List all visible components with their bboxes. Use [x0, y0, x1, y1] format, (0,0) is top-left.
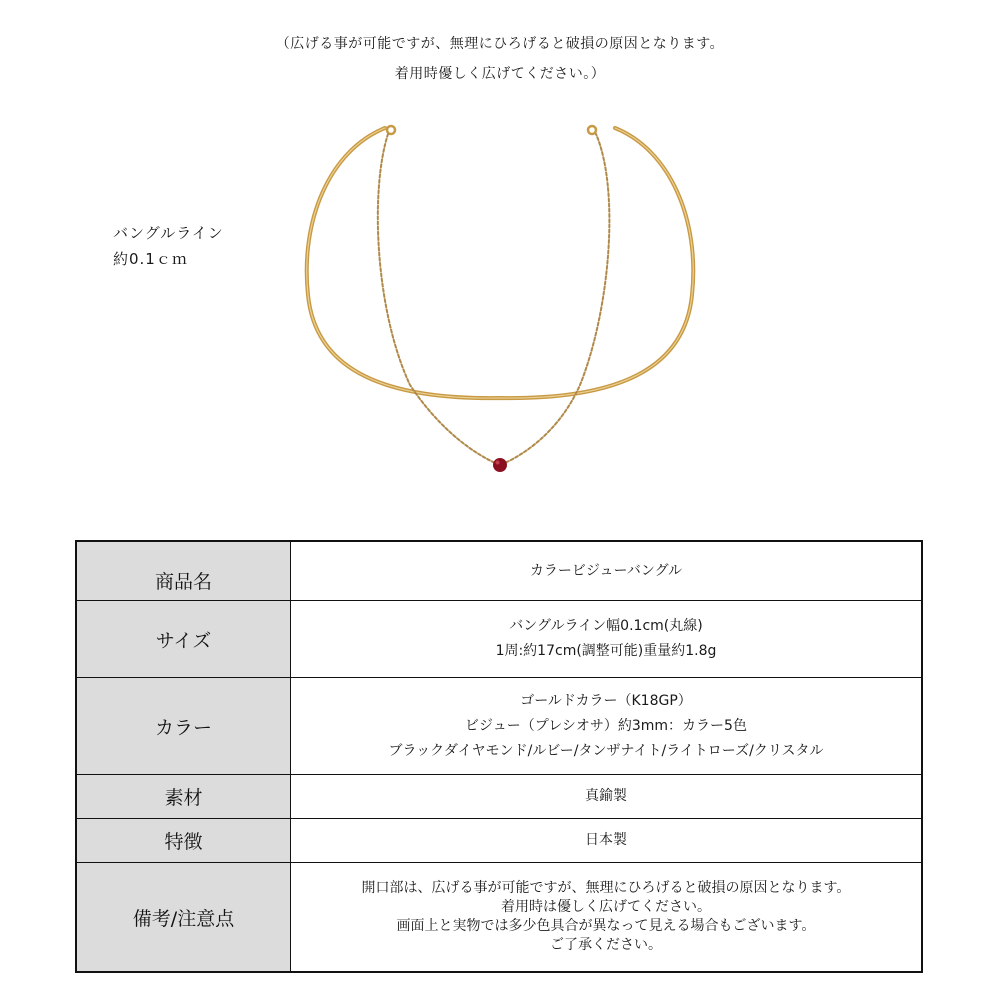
- annotation-width: 約0.1ｃｍ: [113, 250, 188, 268]
- spec-label-material: 素材: [76, 775, 291, 819]
- note-line-1: 開口部は、広げる事が可能ですが、無理にひろげると破損の原因となります。: [361, 880, 851, 896]
- spec-value-size: [291, 601, 923, 678]
- spec-label-note: 備考/注意点: [76, 863, 291, 973]
- annotation-title: バングルライン: [113, 224, 224, 242]
- size-line-2: 1周:約17cm(調整可能)重量約1.8g: [495, 643, 717, 659]
- size-line-1: バングルライン幅0.1cm(丸線): [509, 618, 703, 634]
- spec-label-size: サイズ: [76, 601, 291, 678]
- color-line-3: ブラックダイヤモンド/ルビー/タンザナイト/ライトローズ/クリスタル: [388, 742, 824, 759]
- spec-value-note: [291, 863, 923, 973]
- color-line-1: ゴールドカラー（K18GP）: [520, 692, 692, 709]
- spec-row-size: [76, 601, 922, 678]
- spec-row-feature: [76, 819, 922, 863]
- spec-row-material: [76, 775, 922, 819]
- spec-value-feature: 日本製: [291, 819, 923, 863]
- spec-label-color: カラー: [76, 678, 291, 775]
- spec-label-name: 商品名: [76, 541, 291, 601]
- spec-row-name: [76, 541, 922, 601]
- spec-label-feature: 特徴: [76, 819, 291, 863]
- bangle-product-image: [290, 110, 710, 510]
- note-line-3: 画面上と実物では多少色具合が異なって見える場合もございます。: [396, 918, 816, 934]
- ruby-bead: [493, 458, 507, 472]
- spec-row-note: [76, 863, 922, 973]
- chain: [378, 134, 610, 465]
- bangle-end-right: [588, 126, 596, 134]
- bangle-line-annotation: [113, 220, 224, 272]
- note-line-2: 着用時は優しく広げてください。: [501, 899, 711, 915]
- spec-value-name: カラービジューバングル: [291, 541, 923, 601]
- notice-line-2: 着用時優しく広げてください。）: [394, 66, 606, 82]
- spec-value-material: 真鍮製: [291, 775, 923, 819]
- color-line-2: ビジュー（プレシオサ）約3mm：カラー5色: [465, 717, 747, 734]
- bangle-ring: [307, 128, 694, 398]
- notice-line-1: （広げる事が可能ですが、無理にひろげると破損の原因となります。: [275, 36, 725, 52]
- spec-row-color: [76, 678, 922, 775]
- spec-value-color: [291, 678, 923, 775]
- note-line-4: ご了承ください。: [550, 937, 662, 953]
- spec-table: [75, 540, 923, 973]
- bangle-end-left: [387, 126, 395, 134]
